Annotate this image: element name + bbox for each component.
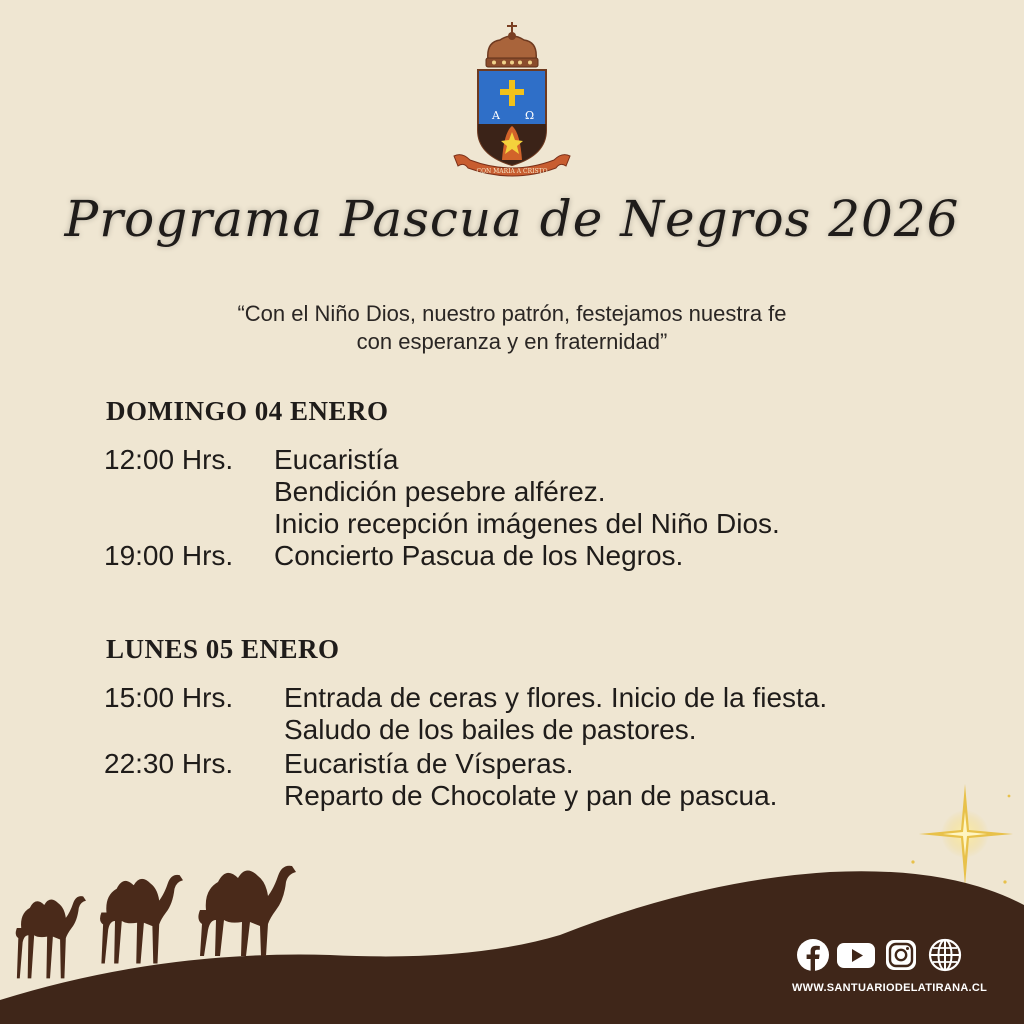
schedule-time: 12:00 Hrs.	[104, 444, 234, 475]
schedule-activity: Entrada de ceras y flores. Inicio de la fiesta.	[284, 682, 828, 713]
schedule-activity: Inicio recepción imágenes del Niño Dios.	[274, 508, 780, 539]
youtube-icon[interactable]	[836, 938, 876, 972]
globe-icon[interactable]	[928, 938, 962, 972]
day-heading-sunday: DOMINGO 04 ENERO	[106, 396, 389, 426]
schedule-activity: Eucaristía	[274, 444, 399, 475]
quote-line-1: “Con el Niño Dios, nuestro patrón, festejamos nuestra fe	[237, 301, 787, 326]
schedule-activity: Reparto de Chocolate y pan de pascua.	[284, 780, 778, 811]
alpha-symbol: A	[492, 109, 500, 122]
facebook-icon[interactable]	[796, 938, 830, 972]
day-heading-monday: LUNES 05 ENERO	[106, 634, 340, 664]
omega-symbol: Ω	[525, 109, 535, 122]
schedule-time: 15:00 Hrs.	[104, 682, 234, 713]
schedule-activity: Saludo de los bailes de pastores.	[284, 714, 697, 745]
camel-icon	[16, 896, 86, 978]
crest-motto: CON MARIA A CRISTO	[476, 168, 548, 175]
website-link[interactable]: WWW.SANTUARIODELATIRANA.CL	[792, 982, 988, 994]
schedule-activity: Concierto Pascua de los Negros.	[274, 540, 684, 571]
page-title: Programa Pascua de Negros 2026	[64, 190, 960, 248]
schedule-activity: Eucaristía de Vísperas.	[284, 748, 574, 779]
schedule-time: 19:00 Hrs.	[104, 540, 234, 571]
camel-icon	[198, 866, 296, 956]
camel-icon	[100, 875, 183, 964]
schedule-time: 22:30 Hrs.	[104, 748, 234, 779]
instagram-icon[interactable]	[884, 938, 918, 972]
quote-line-2: con esperanza y en fraternidad”	[356, 329, 668, 354]
schedule-activity: Bendición pesebre alférez.	[274, 476, 606, 507]
